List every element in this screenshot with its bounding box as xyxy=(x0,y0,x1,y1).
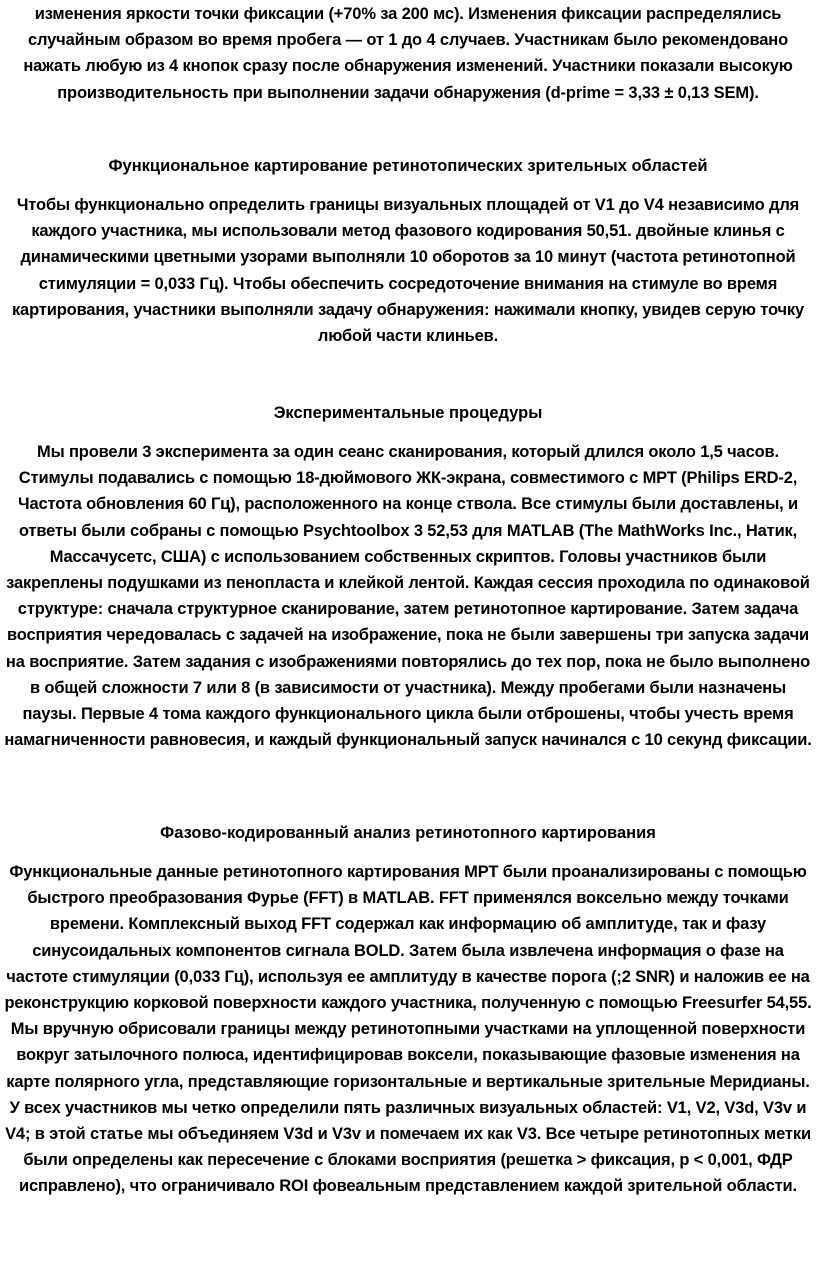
section-heading-experimental-procedures: Экспериментальные процедуры xyxy=(273,404,543,422)
section-body-phase-encoded-analysis: Функциональные данные ретинотопного картирования МРТ были проанализированы с помощью быстрого преобразования Фурье (FFT) в MATLAB. FFT применялся воксельно между точками времени. Комплексный выход FFT содержал как информацию об амплитуде, так и фазу синусоидальных компонентов сигнала BOLD. Затем была извлечена информация о фазе на частоте стимуляции (0,033 Гц), используя ее амплитуду в качестве порога (;2 SNR) и наложив ее на реконструкцию корковой поверхности каждого участника, полученную с помощью Freesurfer 54,55. Мы вручную обрисовали границы между ретинотопными участками на уплощенной поверхности вокруг затылочного полюса, идентифицировав воксели, показывающие фазовые изменения на карте полярного угла, представляющие горизонтальные и вертикальные зрительные Меридианы. У всех участников мы четко определили пять различных визуальных областей: V1, V2, V3d, V3v и V4; в этой статье мы объединяем V3d и V3v и помечаем их как V3. Все четыре ретинотопных метки были определены как пересечение с блоками восприятия (решетка > фиксация, p < 0,001, ФДР исправлено), что ограничивало ROI фовеальным представлением каждой зрительной области. xyxy=(4,863,812,1196)
section-heading-retinotopic-mapping: Функциональное картирование ретинотопических зрительных областей xyxy=(108,157,708,175)
section-heading-phase-encoded-analysis: Фазово-кодированный анализ ретинотопного картирования xyxy=(160,824,656,842)
section-body-experimental-procedures: Мы провели 3 эксперимента за один сеанс сканирования, который длился около 1,5 часов. Стимулы подавались с помощью 18-дюймового ЖК-экрана, совместимого с МРТ (Philips ERD-2, Частота обновления 60 Гц), расположенного на конце ствола. Все стимулы были доставлены, и ответы были собраны с помощью Psychtoolbox 3 52,53 для MATLAB (The MathWorks Inc., Натик, Массачусетс, США) с использованием собственных скриптов. Головы участников были закреплены подушками из пенопласта и клейкой лентой. Каждая сессия проходила по одинаковой структуре: сначала структурное сканирование, затем ретинотопное картирование. Затем задача восприятия чередовалась с задачей на изображение, пока не были завершены три запуска задачи на восприятие. Затем задания с изображениями повторялись до тех пор, пока не было выполнено в общей сложности 7 или 8 (в зависимости от участника). Между пробегами были назначены паузы. Первые 4 тома каждого функционального цикла были отброшены, чтобы учесть время намагниченности равновесия, и каждый функциональный запуск начинался с 10 секунд фиксации. xyxy=(4,443,812,750)
intro-paragraph: изменения яркости точки фиксации (+70% за 200 мс). Изменения фиксации распределялись случайным образом во время пробега — от 1 до 4 случаев. Участникам было рекомендовано нажать любую из 4 кнопок сразу после обнаружения изменений. Участники показали высокую производительность при выполнении задачи обнаружения (d-prime = 3,33 ± 0,13 SEM). xyxy=(23,5,793,102)
section-body-retinotopic-mapping: Чтобы функционально определить границы визуальных площадей от V1 до V4 независимо для каждого участника, мы использовали метод фазового кодирования 50,51. двойные клинья с динамическими цветными узорами выполняли 10 оборотов за 10 минут (частота ретинотопной стимуляции = 0,033 Гц). Чтобы обеспечить сосредоточение внимания на стимуле во время картирования, участники выполняли задачу обнаружения: нажимали кнопку, увидев серую точку любой части клиньев. xyxy=(11,196,805,346)
